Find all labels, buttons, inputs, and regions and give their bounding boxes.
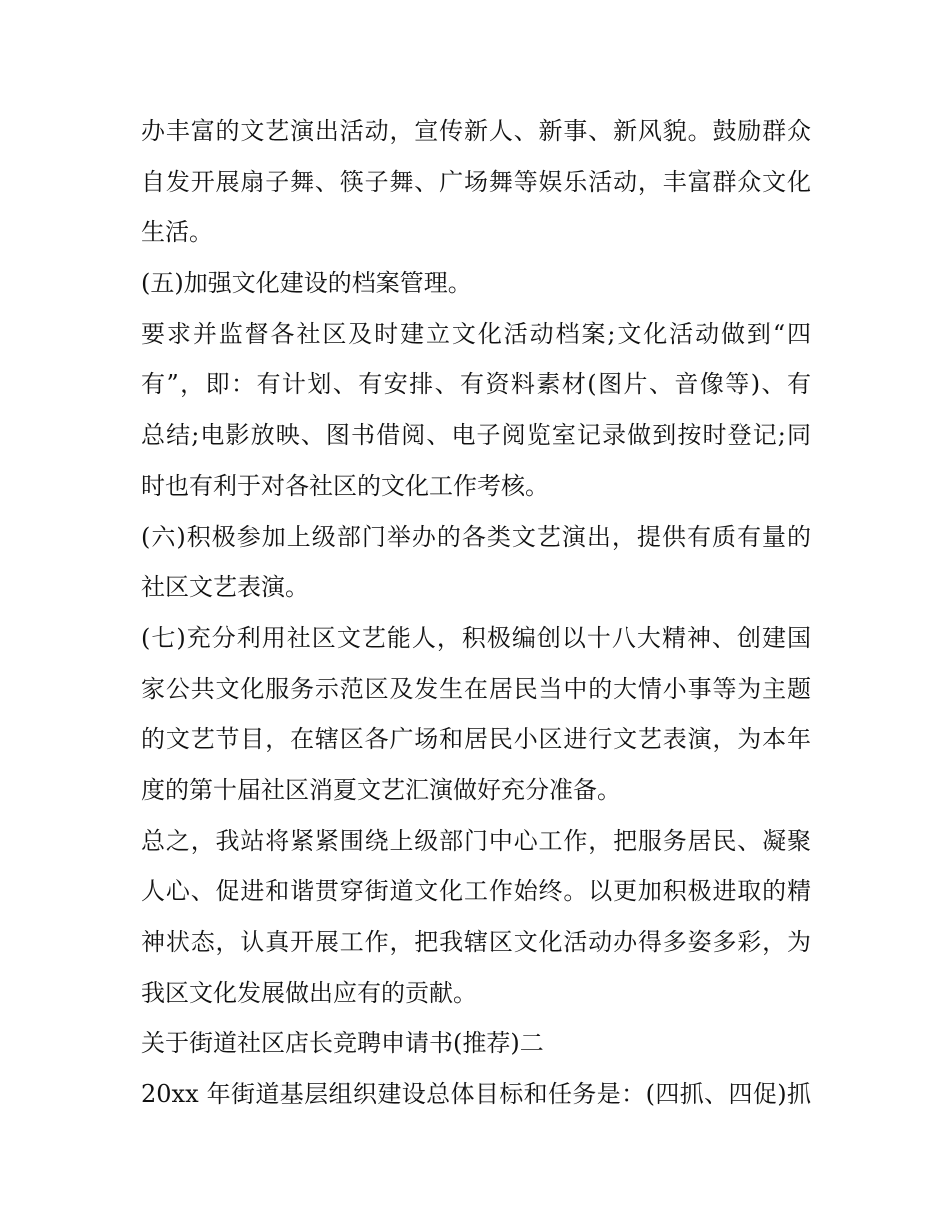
text-line: 家公共文化服务示范区及发生在居民当中的大情小事等为主题 — [141, 674, 811, 703]
text-line: 总之，我站将紧紧围绕上级部门中心工作，把服务居民、凝聚 — [141, 826, 811, 855]
text-line: 20xx 年街道基层组织建设总体目标和任务是：(四抓、四促)抓 — [141, 1080, 811, 1109]
text-line: 度的第十届社区消夏文艺汇演做好充分准备。 — [141, 775, 621, 804]
text-line: 要求并监督各社区及时建立文化活动档案;文化活动做到“四 — [141, 319, 811, 348]
text-line: 时也有利于对各社区的文化工作考核。 — [141, 471, 549, 500]
text-line: 办丰富的文艺演出活动，宣传新人、新事、新风貌。鼓励群众 — [141, 117, 811, 145]
section-heading: (六)积极参加上级部门举办的各类文艺演出，提供有质有量的 — [141, 522, 811, 551]
document-title: 关于街道社区店长竞聘申请书(推荐)二 — [141, 1029, 544, 1058]
text-line: 我区文化发展做出应有的贡献。 — [141, 978, 477, 1007]
text-line: 自发开展扇子舞、筷子舞、广场舞等娱乐活动，丰富群众文化 — [141, 167, 811, 196]
text-line: 总结;电影放映、图书借阅、电子阅览室记录做到按时登记;同 — [141, 421, 811, 450]
text-line: 人心、促进和谐贯穿街道文化工作始终。以更加积极进取的精 — [141, 877, 811, 906]
text-line: 有”，即：有计划、有安排、有资料素材(图片、音像等)、有 — [141, 370, 811, 399]
document-body — [141, 106, 811, 1120]
text-line: 的文艺节目，在辖区各广场和居民小区进行文艺表演，为本年 — [141, 725, 811, 754]
section-heading: (五)加强文化建设的档案管理。 — [141, 269, 472, 298]
text-line: 社区文艺表演。 — [141, 573, 309, 602]
text-line: 生活。 — [141, 218, 213, 247]
section-heading: (七)充分利用社区文艺能人，积极编创以十八大精神、创建国 — [141, 623, 811, 652]
text-line: 神状态，认真开展工作，把我辖区文化活动办得多姿多彩，为 — [141, 928, 811, 956]
